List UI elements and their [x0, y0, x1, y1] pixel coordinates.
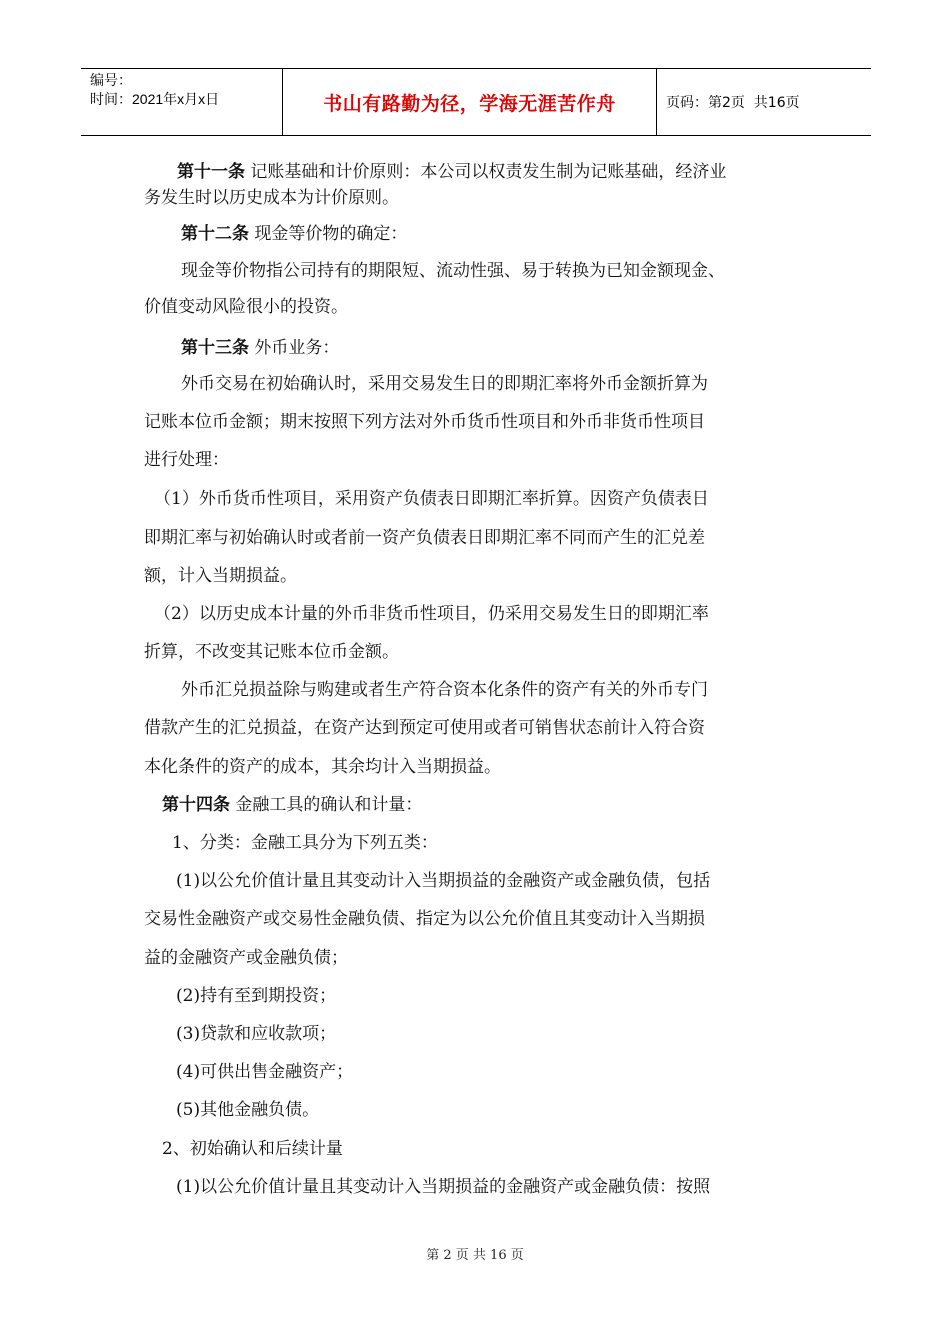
- header-divider: [656, 69, 657, 135]
- text-line: [181, 259, 725, 283]
- page-footer: 第 2 页 共 16 页: [426, 1248, 524, 1263]
- line-text: (5)其他金融负债。: [176, 1100, 320, 1120]
- text-line: [144, 564, 297, 588]
- text-line: [181, 336, 339, 360]
- article-heading: 第十三条: [181, 338, 249, 358]
- text-line: [154, 602, 709, 626]
- line-text: 额，计入当期损益。: [144, 566, 297, 586]
- article-heading: 第十二条: [181, 224, 249, 244]
- line-text: 现金等价物的确定：: [249, 224, 408, 244]
- line-text: 价值变动风险很小的投资。: [144, 297, 348, 317]
- text-line: [176, 984, 336, 1008]
- header-page-info: 页码：第2页 共16页: [666, 95, 800, 111]
- text-line: [181, 678, 708, 702]
- document-number-label: 编号：: [90, 72, 132, 88]
- line-text: (3)贷款和应收款项；: [176, 1024, 337, 1044]
- text-line: [172, 831, 438, 855]
- line-text: 益的金融资产或金融负债；: [144, 948, 348, 968]
- text-line: [144, 526, 705, 550]
- text-line: [144, 640, 399, 664]
- line-text: 金融工具的确认和计量：: [230, 795, 423, 815]
- text-line: [181, 222, 407, 246]
- text-line: [176, 1175, 710, 1199]
- article-heading: 第十四条: [162, 795, 230, 815]
- line-text: 1、分类：金融工具分为下列五类：: [172, 833, 438, 853]
- line-text: (1)以公允价值计量且其变动计入当期损益的金融资产或金融负债，包括: [176, 871, 711, 891]
- text-line: [162, 1137, 343, 1161]
- line-text: (1)以公允价值计量且其变动计入当期损益的金融资产或金融负债：按照: [176, 1177, 711, 1197]
- text-line: [144, 295, 348, 319]
- line-text: 折算，不改变其记账本位币金额。: [144, 642, 399, 662]
- text-line: [177, 160, 726, 184]
- line-text: 务发生时以历史成本为计价原则。: [144, 188, 399, 208]
- line-text: 借款产生的汇兑损益，在资产达到预定可使用或者可销售状态前计入符合资: [144, 718, 705, 738]
- text-line: [176, 1060, 353, 1084]
- line-text: 进行处理：: [144, 450, 229, 470]
- line-text: 外币汇兑损益除与购建或者生产符合资本化条件的资产有关的外币专门: [181, 680, 708, 700]
- text-line: [162, 793, 422, 817]
- line-text: 2、初始确认和后续计量: [162, 1139, 343, 1159]
- text-line: [144, 716, 705, 740]
- text-line: [181, 372, 708, 396]
- document-date-label: 时间：2021年x月x日: [90, 91, 220, 107]
- text-line: [176, 1022, 336, 1046]
- line-text: 记账基础和计价原则：本公司以权责发生制为记账基础，经济业: [245, 162, 727, 182]
- text-line: [144, 186, 399, 210]
- text-line: [144, 448, 229, 472]
- text-line: [144, 946, 348, 970]
- text-line: [176, 1098, 319, 1122]
- article-heading: 第十一条: [177, 162, 245, 182]
- line-text: （1）外币货币性项目，采用资产负债表日即期汇率折算。因资产负债表日: [154, 489, 709, 509]
- header-meta-cell: [81, 69, 282, 135]
- line-text: 外币交易在初始确认时，采用交易发生日的即期汇率将外币金额折算为: [181, 374, 708, 394]
- text-line: [176, 869, 710, 893]
- line-text: (4)可供出售金融资产；: [176, 1062, 354, 1082]
- text-line: [144, 410, 705, 434]
- line-text: 即期汇率与初始确认时或者前一资产负债表日即期汇率不同而产生的汇兑差: [144, 528, 705, 548]
- text-line: [144, 907, 705, 931]
- line-text: 记账本位币金额；期末按照下列方法对外币货币性项目和外币非货币性项目: [144, 412, 705, 432]
- line-text: 现金等价物指公司持有的期限短、流动性强、易于转换为已知金额现金、: [181, 261, 725, 281]
- text-line: [144, 755, 501, 779]
- page-header: [81, 68, 871, 136]
- line-text: 交易性金融资产或交易性金融负债、指定为以公允价值且其变动计入当期损: [144, 909, 705, 929]
- line-text: （2）以历史成本计量的外币非货币性项目，仍采用交易发生日的即期汇率: [154, 604, 709, 624]
- line-text: 本化条件的资产的成本，其余均计入当期损益。: [144, 757, 501, 777]
- header-motto: 书山有路勤为径，学海无涯苦作舟: [323, 92, 616, 115]
- line-text: (2)持有至到期投资；: [176, 986, 337, 1006]
- line-text: 外币业务：: [249, 338, 340, 358]
- text-line: [154, 487, 709, 511]
